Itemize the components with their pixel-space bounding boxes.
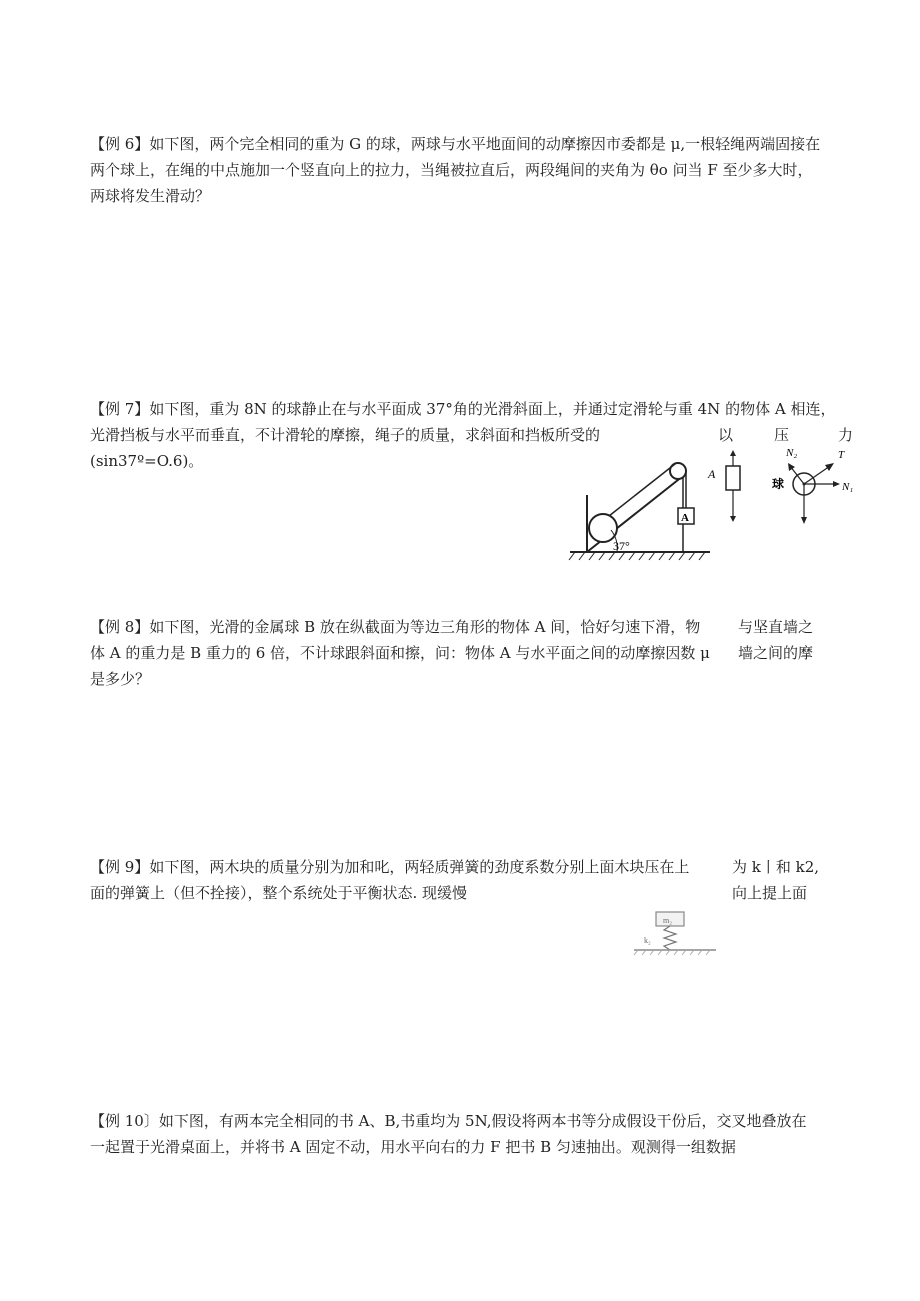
incline-pulley-figure — [565, 440, 715, 565]
ex7-label: 【例 7】 — [90, 400, 150, 418]
ex8-line-2: 体 A 的重力是 B 重力的 6 倍，不计球跟斜面和擦，问：物体 A 与水平面之间的动摩擦因数 μ — [90, 644, 710, 662]
ex8-right-1: 与坚直墙之 — [738, 618, 814, 636]
ex9-right-1: 为 k丨和 k2, — [732, 858, 820, 876]
block-fbd-figure — [706, 450, 756, 530]
ex10-line-1: 【例 10〕如下图，有两本完全相同的书 A、B,书重均为 5N,假设将两本书等分成假设干份后，交叉地叠放在 — [90, 1112, 807, 1130]
ex8-line-1: 【例 8】如下图，光滑的金属球 B 放在纵截面为等边三角形的物体 A 间，恰好匀速下滑，物 — [90, 618, 701, 636]
ex9-line-1: 【例 9】如下图，两木块的质量分别为加和叱，两轻质弹簧的劲度系数分别上面木块压在上 — [90, 858, 690, 876]
ex10-line-2: 一起置于光滑桌面上，并将书 A 固定不动，用水平向右的力 F 把书 B 匀速抽出。观测得一组数据 — [90, 1138, 736, 1156]
fbd-ball-label: 球 — [772, 477, 785, 491]
fbd-block-label: A — [708, 467, 716, 481]
ex7-right-3: 力 — [838, 426, 854, 444]
ex8-right-2: 墙之间的摩 — [738, 644, 814, 662]
block-a-label: A — [681, 512, 689, 524]
ex7-right-1: 以 — [718, 426, 734, 444]
ex9-right-2: 向上提上面 — [732, 884, 808, 902]
spring-block-figure — [630, 910, 720, 960]
ex7-line-1: 【例 7】如下图，重为 8N 的球静止在与水平面成 37°角的光滑斜面上，并通过定滑轮与重 4N 的物体 A 相连， — [90, 400, 836, 418]
ex6-label: 【例 6】 — [90, 135, 150, 153]
ex7-line-3: (sin37º=O.6)。 — [90, 452, 204, 470]
ex6-line-1: 【例 6】如下图，两个完全相同的重为 G 的球，两球与水平地面间的动摩擦因市委都是 μ,一根轻绳两端固接在 — [90, 135, 821, 153]
angle-label: 37° — [613, 539, 630, 553]
ex9-label: 【例 9】 — [90, 858, 150, 876]
ex8-label: 【例 8】 — [90, 618, 150, 636]
spring-label: k₂ — [644, 936, 651, 945]
ex9-line-2: 面的弹簧上（但不拴接），整个系统处于平衡状态. 现缓慢 — [90, 884, 468, 902]
ball — [589, 514, 617, 542]
force-t: T — [838, 449, 845, 461]
ex7-right-2: 压 — [774, 426, 790, 444]
ex6-line-3: 两球将发生滑动？ — [90, 187, 211, 205]
ex7-line-2: 光滑挡板与水平而垂直，不计滑轮的摩擦，绳子的质量，求斜面和挡板所受的 — [90, 426, 601, 444]
force-n2: N₂ — [786, 447, 798, 459]
force-n1: N₁ — [842, 481, 854, 493]
ex10-label: 【例 10〕 — [90, 1112, 159, 1130]
mass-label: m₂ — [663, 916, 673, 925]
ex8-line-3: 是多少？ — [90, 670, 151, 688]
ex6-line-2: 两个球上，在绳的中点施加一个竖直向上的拉力，当绳被拉直后，两段绳间的夹角为 θo 问当 F 至少多大时， — [90, 161, 813, 179]
ball-fbd-figure — [770, 440, 865, 530]
